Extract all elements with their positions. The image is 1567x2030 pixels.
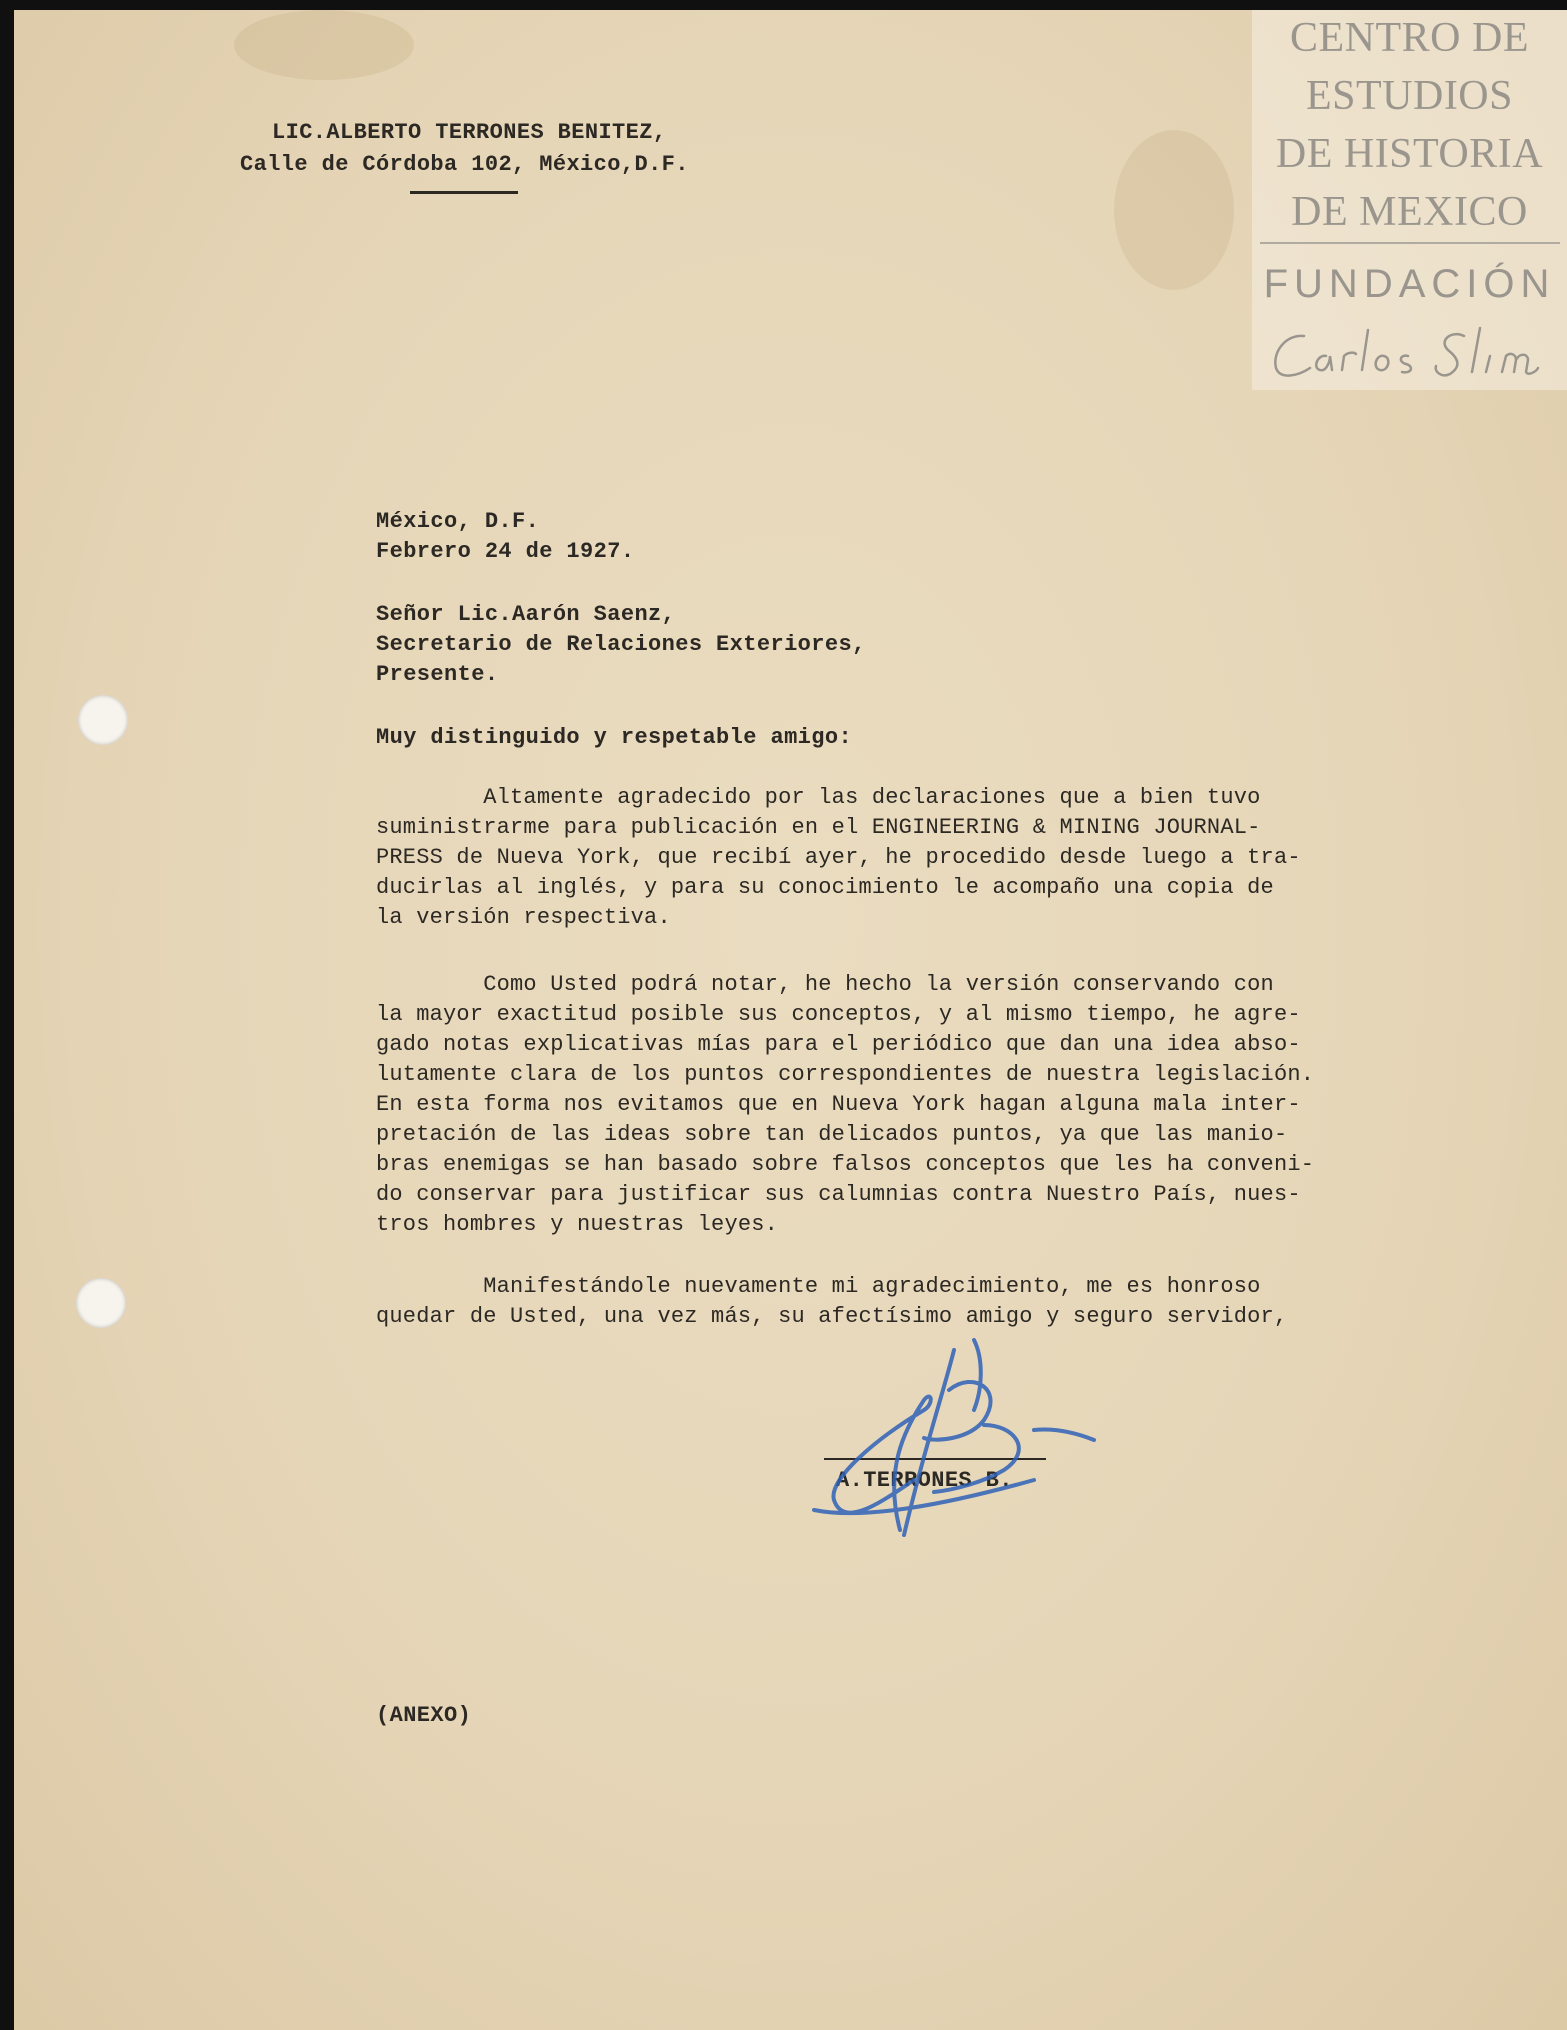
paragraph-line: quedar de Usted, una vez más, su afectísimo amigo y seguro servidor,	[376, 1304, 1288, 1329]
paragraph-line: PRESS de Nueva York, que recibí ayer, he procedido desde luego a tra-	[376, 845, 1301, 870]
letter-page	[14, 10, 1567, 2030]
stamp-foundation: FUNDACIÓN	[1263, 262, 1556, 306]
letterhead-rule	[410, 191, 518, 194]
letterhead-name: LIC.ALBERTO TERRONES BENITEZ,	[272, 120, 667, 145]
stamp-line-3: DE HISTORIA	[1275, 131, 1544, 177]
stamp-line-4: DE MEXICO	[1291, 189, 1528, 235]
letter-date: Febrero 24 de 1927.	[376, 539, 635, 564]
stamp-line-2: ESTUDIOS	[1305, 73, 1513, 119]
stamp-line-1: CENTRO DE	[1290, 15, 1529, 61]
paragraph-line: Manifestándole nuevamente mi agradecimiento, me es honroso	[376, 1274, 1261, 1299]
handwritten-signature	[804, 1330, 1104, 1540]
paragraph-line: En esta forma nos evitamos que en Nueva York hagan alguna mala inter-	[376, 1092, 1301, 1117]
salutation: Muy distinguido y respetable amigo:	[376, 725, 853, 750]
paragraph-2	[376, 970, 1314, 1240]
paragraph-line: la versión respectiva.	[376, 905, 671, 930]
carlos-slim-signature-logo	[1266, 322, 1556, 392]
recipient-presente: Presente.	[376, 662, 499, 687]
paragraph-line: Como Usted podrá notar, he hecho la versión conservando con	[376, 972, 1274, 997]
letter-place: México, D.F.	[376, 509, 540, 534]
paragraph-line: ducirlas al inglés, y para su conocimiento le acompaño una copia de	[376, 875, 1274, 900]
recipient-name: Señor Lic.Aarón Saenz,	[376, 602, 676, 627]
signer-name: A.TERRONES B.	[836, 1468, 1013, 1493]
paragraph-line: la mayor exactitud posible sus conceptos, y al mismo tiempo, he agre-	[376, 1002, 1301, 1027]
paragraph-line: bras enemigas se han basado sobre falsos conceptos que les ha conveni-	[376, 1152, 1315, 1177]
annex-note: (ANEXO)	[376, 1703, 472, 1728]
paragraph-line: Altamente agradecido por las declaraciones que a bien tuvo	[376, 785, 1261, 810]
paragraph-1	[376, 783, 1301, 933]
paragraph-line: pretación de las ideas sobre tan delicados puntos, ya que las manio-	[376, 1122, 1288, 1147]
paper-stain	[234, 10, 414, 80]
paragraph-line: suministrarme para publicación en el ENGINEERING & MINING JOURNAL-	[376, 815, 1261, 840]
punch-hole	[76, 1278, 126, 1328]
archive-stamp	[1252, 10, 1567, 390]
paragraph-line: gado notas explicativas mías para el periódico que dan una idea abso-	[376, 1032, 1301, 1057]
paragraph-line: tros hombres y nuestras leyes.	[376, 1212, 779, 1237]
recipient-title: Secretario de Relaciones Exteriores,	[376, 632, 866, 657]
paper-stain	[1114, 130, 1234, 290]
paragraph-line: do conservar para justificar sus calumnias contra Nuestro País, nues-	[376, 1182, 1301, 1207]
punch-hole	[78, 695, 128, 745]
letterhead-address: Calle de Córdoba 102, México,D.F.	[240, 152, 689, 177]
stamp-divider	[1260, 242, 1560, 244]
paragraph-line: lutamente clara de los puntos correspondientes de nuestra legislación.	[376, 1062, 1315, 1087]
paragraph-3	[376, 1272, 1287, 1332]
